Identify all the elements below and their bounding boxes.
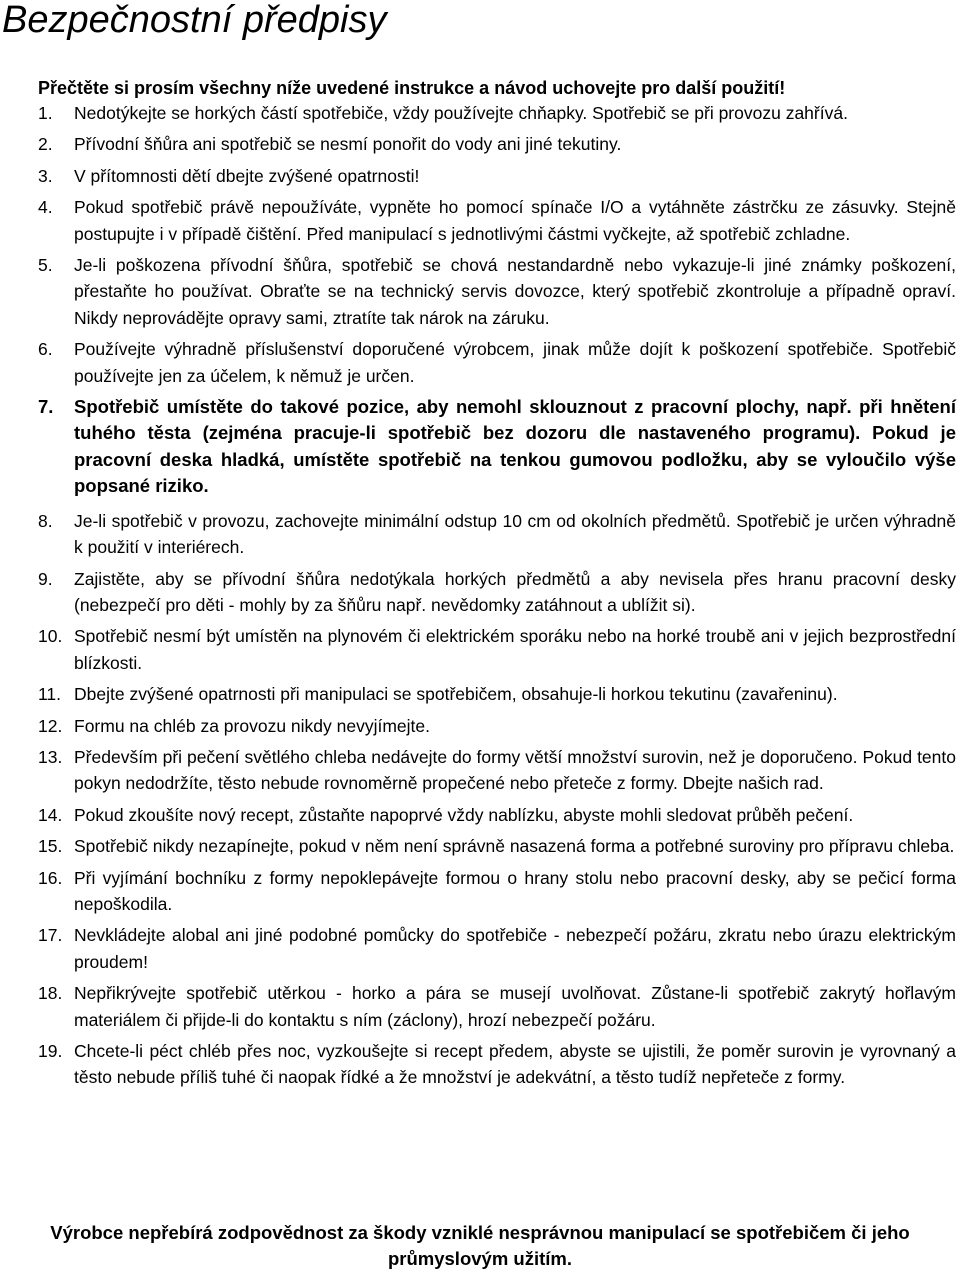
list-item-text: Dbejte zvýšené opatrnosti při manipulaci se spotřebičem, obsahuje-li horkou tekutinu (zavařeninu). <box>74 684 838 705</box>
list-item-number: 16. <box>38 867 63 888</box>
list-item-number: 17. <box>38 925 63 946</box>
list-item-number: 15. <box>38 836 63 857</box>
list-item-text: Nepřikrývejte spotřebič utěrkou - horko a pára se musejí uvolňovat. Zůstane-li spotřebič zakrytý hořlavým materiálem či přijde-li do kontaktu s ním (záclony), hrozí nebezpečí požáru. <box>74 983 956 1030</box>
list-item <box>0 681 960 707</box>
list-item <box>0 336 960 389</box>
list-item-number: 18. <box>38 983 63 1004</box>
list-item-text: Spotřebič nikdy nezapínejte, pokud v něm není správně nasazená forma a potřebné suroviny pro přípravu chleba. <box>74 836 955 857</box>
list-item <box>0 100 960 126</box>
list-item <box>0 713 960 739</box>
list-item-text: V přítomnosti dětí dbejte zvýšené opatrnosti! <box>74 165 420 186</box>
list-item-text: Formu na chléb za provozu nikdy nevyjímejte. <box>74 715 430 736</box>
list-item-number: 13. <box>38 746 63 767</box>
list-item-text: Spotřebič nesmí být umístěn na plynovém či elektrickém sporáku nebo na horké troubě ani v jejich bezprostřední blízkosti. <box>74 626 956 673</box>
list-item <box>0 163 960 189</box>
list-item-number: 7. <box>38 396 54 418</box>
list-item-number: 6. <box>38 339 53 360</box>
list-item-text: Zajistěte, aby se přívodní šňůra nedotýkala horkých předmětů a aby nevisela přes hranu pracovní desky (nebezpečí pro děti - mohly by za šňůru např. nevědomky zatáhnout a ublížit si). <box>74 568 956 615</box>
list-item <box>0 865 960 918</box>
list-item-number: 3. <box>38 165 53 186</box>
list-item-text: Pokud zkoušíte nový recept, zůstaňte napoprvé vždy nablízku, abyste mohli sledovat průběh pečení. <box>74 804 854 825</box>
list-item-number: 11. <box>38 684 62 705</box>
list-item-text: Nevkládejte alobal ani jiné podobné pomůcky do spotřebiče - nebezpečí požáru, zkratu nebo úrazu elektrickým proudem! <box>74 925 956 972</box>
list-item-text: Chcete-li péct chléb přes noc, vyzkoušejte si recept předem, abyste se ujistili, že poměr surovin je vyrovnaný a těsto nebude příliš tuhé či naopak řídké a že množství je adekvátní, a těsto tudíž nepřeteče z formy. <box>74 1041 956 1088</box>
list-item-number: 10. <box>38 626 63 647</box>
list-item <box>0 922 960 975</box>
list-item-text: Je-li spotřebič v provozu, zachovejte minimální odstup 10 cm od okolních předmětů. Spotřebič je určen výhradně k použití v interiérech. <box>74 510 956 558</box>
list-item <box>0 252 960 331</box>
list-item <box>0 194 960 247</box>
intro-text: Přečtěte si prosím všechny níže uvedené instrukce a návod uchovejte pro další použití! <box>38 78 786 98</box>
safety-rules-list <box>0 100 960 1096</box>
list-item-number: 19. <box>38 1041 63 1061</box>
list-item <box>0 566 960 619</box>
list-item-number: 9. <box>38 568 53 589</box>
list-item-number: 12. <box>38 715 63 736</box>
list-item-text: Nedotýkejte se horkých částí spotřebiče, vždy používejte chňapky. Spotřebič se při provozu zahřívá. <box>74 103 848 123</box>
list-item <box>0 1038 960 1091</box>
list-item-text: Spotřebič umístěte do takové pozice, aby nemohl sklouznout z pracovní plochy, např. při hnětení tuhého těsta (zejména pracuje-li spotřebič bez dozoru dle nastaveného programu). Pokud je pracovní deska hladká, umístěte spotřebič na tenkou gumovou podložku, aby se vyloučilo výše popsané riziko. <box>74 396 956 497</box>
list-item-number: 1. <box>38 103 53 123</box>
list-item <box>0 744 960 797</box>
list-item-text: Při vyjímání bochníku z formy nepoklepávejte formou o hrany stolu nebo pracovní desky, aby se pečicí forma nepoškodila. <box>74 867 956 914</box>
list-item-text: Přívodní šňůra ani spotřebič se nesmí ponořit do vody ani jiné tekutiny. <box>74 134 622 155</box>
list-item-number: 5. <box>38 255 53 276</box>
list-item-number: 14. <box>38 804 63 825</box>
list-item-number: 8. <box>38 510 53 531</box>
list-item <box>0 508 960 561</box>
list-item-text: Používejte výhradně příslušenství doporučené výrobcem, jinak může dojít k poškození spotřebiče. Spotřebič používejte jen za účelem, k němuž je určen. <box>74 339 956 386</box>
list-item-number: 2. <box>38 134 53 155</box>
list-item <box>0 833 960 859</box>
list-item <box>0 394 960 500</box>
list-item <box>0 623 960 676</box>
list-item-number: 4. <box>38 197 53 218</box>
list-item <box>0 131 960 157</box>
page-title: Bezpečnostní předpisy <box>2 0 387 41</box>
list-item <box>0 980 960 1033</box>
disclaimer-text: Výrobce nepřebírá zodpovědnost za škody vzniklé nesprávnou manipulací se spotřebičem či jeho průmyslovým užitím. <box>50 1222 910 1269</box>
list-item-text: Pokud spotřebič právě nepoužíváte, vypněte ho pomocí spínače I/O a vytáhněte zástrčku ze zásuvky. Stejně postupujte i v případě čištění. Před manipulací s jednotlivými částmi vyčkejte, až spotřebič zchladne. <box>74 197 956 244</box>
list-item-text: Především při pečení světlého chleba nedávejte do formy větší množství surovin, než je doporučeno. Pokud tento pokyn nedodržíte, těsto nebude rovnoměrně propečené nebo přeteče z formy. Dbejte našich rad. <box>74 746 956 794</box>
list-item-text: Je-li poškozena přívodní šňůra, spotřebič se chová nestandardně nebo vykazuje-li jiné známky poškození, přestaňte ho používat. Obraťte se na technický servis dovozce, který spotřebič zkontroluje a případně opraví. Nikdy neprovádějte opravy sami, ztratíte tak nárok na záruku. <box>74 255 956 328</box>
list-item <box>0 802 960 828</box>
